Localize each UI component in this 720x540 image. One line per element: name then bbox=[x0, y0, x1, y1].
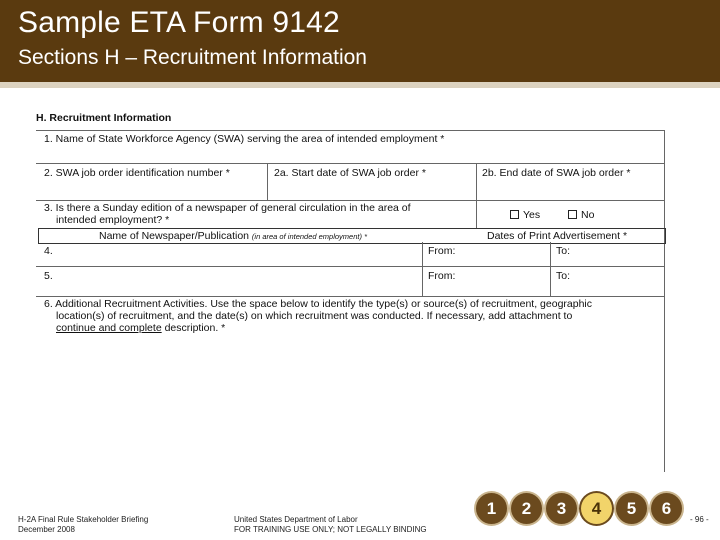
newspaper-row-number: 4. bbox=[44, 245, 53, 257]
divider bbox=[476, 200, 477, 228]
divider bbox=[36, 200, 665, 201]
form-border-right bbox=[664, 130, 665, 472]
row1-to-label: To: bbox=[556, 245, 571, 257]
newspaper-header-row bbox=[38, 228, 666, 244]
dates-column-header: Dates of Print Advertisement * bbox=[487, 230, 628, 242]
nav-button-3[interactable]: 3 bbox=[546, 493, 577, 524]
divider bbox=[476, 163, 477, 200]
footer-left-line2: December 2008 bbox=[18, 524, 75, 534]
divider bbox=[267, 163, 268, 200]
sunday-yes-option[interactable] bbox=[510, 209, 540, 221]
newspaper-row-number: 5. bbox=[44, 270, 53, 282]
field-swa-job-order-label: 2. SWA job order identification number * bbox=[44, 167, 230, 179]
footer-center-line2: FOR TRAINING USE ONLY; NOT LEGALLY BINDING bbox=[234, 524, 427, 534]
newspaper-header-text: Name of Newspaper/Publication bbox=[99, 230, 249, 242]
row2-from-label: From: bbox=[428, 270, 456, 282]
description-text: description. * bbox=[161, 322, 226, 334]
newspaper-header-note: (in area of intended employment) * bbox=[251, 232, 367, 241]
newspaper-column-header bbox=[99, 230, 367, 242]
nav-button-6[interactable]: 6 bbox=[651, 493, 682, 524]
field-start-date-label: 2a. Start date of SWA job order * bbox=[274, 167, 426, 179]
divider bbox=[422, 242, 423, 296]
slide-header bbox=[0, 0, 720, 88]
nav-button-1[interactable]: 1 bbox=[476, 493, 507, 524]
footer-center bbox=[234, 515, 427, 534]
field-additional-recruitment-label-cont: location(s) of recruitment, and the date(s) on which recruitment was conducted. If necessary, add attachment to bbox=[56, 310, 573, 322]
nav-button-5[interactable]: 5 bbox=[616, 493, 647, 524]
nav-button-2[interactable]: 2 bbox=[511, 493, 542, 524]
field-swa-name-label: 1. Name of State Workforce Agency (SWA) serving the area of intended employment * bbox=[44, 133, 445, 145]
underlined-text: continue and complete bbox=[56, 322, 162, 334]
divider bbox=[550, 242, 551, 296]
divider bbox=[36, 130, 665, 131]
field-end-date-label: 2b. End date of SWA job order * bbox=[482, 167, 631, 179]
slide-title: Sample ETA Form 9142 bbox=[18, 6, 340, 39]
divider bbox=[36, 296, 665, 297]
sunday-no-option[interactable] bbox=[568, 209, 594, 221]
section-navigation bbox=[466, 480, 688, 532]
page-number: - 96 - bbox=[690, 515, 709, 524]
row2-to-label: To: bbox=[556, 270, 571, 282]
section-heading: H. Recruitment Information bbox=[36, 112, 172, 124]
footer-left-line1: H-2A Final Rule Stakeholder Briefing bbox=[18, 515, 149, 524]
no-label: No bbox=[581, 209, 595, 221]
footer-center-line1: United States Department of Labor bbox=[234, 515, 358, 524]
checkbox-no[interactable] bbox=[568, 210, 577, 219]
slide-subtitle: Sections H – Recruitment Information bbox=[18, 46, 367, 69]
footer-left bbox=[18, 515, 148, 534]
field-additional-recruitment-label-cont2 bbox=[56, 322, 225, 334]
field-sunday-edition-label: 3. Is there a Sunday edition of a newspaper of general circulation in the area of bbox=[44, 202, 411, 214]
field-additional-recruitment-label: 6. Additional Recruitment Activities. Use the space below to identify the type(s) or source(s) of recruitment, geographic bbox=[44, 298, 593, 310]
field-sunday-edition-label-cont: intended employment? * bbox=[56, 214, 170, 226]
checkbox-yes[interactable] bbox=[510, 210, 519, 219]
row1-from-label: From: bbox=[428, 245, 456, 257]
nav-button-4[interactable]: 4 bbox=[581, 493, 612, 524]
yes-label: Yes bbox=[523, 209, 541, 221]
eta-form-section-h bbox=[36, 112, 666, 472]
divider bbox=[36, 163, 665, 164]
header-rule bbox=[0, 82, 720, 88]
divider bbox=[36, 266, 665, 267]
